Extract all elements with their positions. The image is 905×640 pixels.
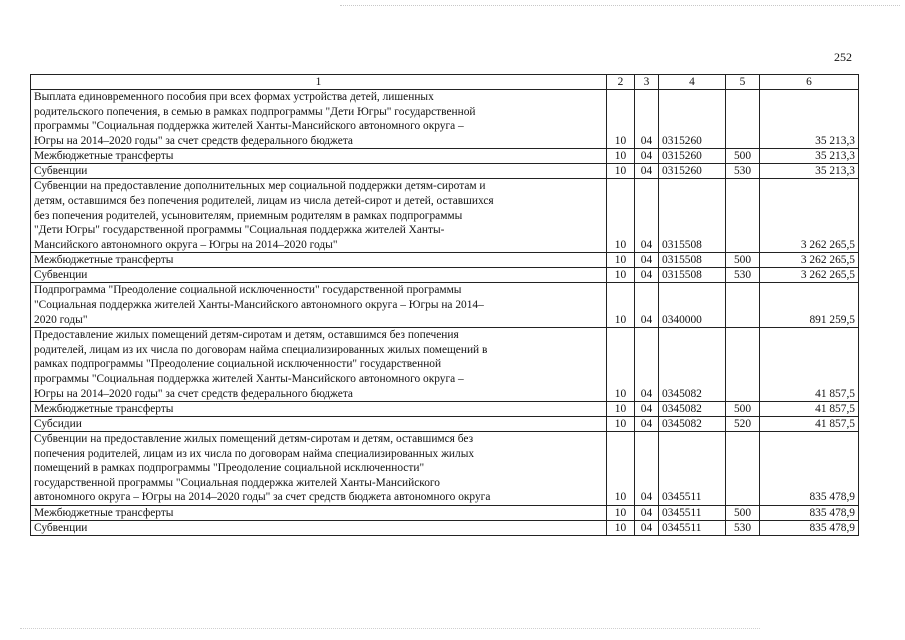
amount-cell: 41 857,5 [760,402,859,417]
section-cell: 10 [607,90,635,149]
target-article-cell: 0315508 [659,253,726,268]
item-name-line: Субвенции на предоставление жилых помещений детям-сиротам и детям, оставшимся без [34,433,474,446]
section-cell: 10 [607,521,635,536]
target-article-cell: 0315508 [659,268,726,283]
item-name-line: Югры на 2014–2020 годы" за счет средств федерального бюджета [34,387,353,400]
target-article-cell: 0345511 [659,521,726,536]
item-name-line: Югры на 2014–2020 годы" за счет средств федерального бюджета [34,134,353,147]
target-article-cell: 0345082 [659,328,726,402]
header-cell-3: 3 [635,75,659,90]
scan-artifact-top [340,5,900,6]
target-article-cell: 0315508 [659,179,726,253]
item-name-line: Субвенции [34,522,88,535]
section-cell: 10 [607,283,635,328]
budget-table [30,74,859,536]
expense-type-cell: 500 [726,149,760,164]
item-name-line: детям, оставшимся без попечения родителей, лицам из числа детей-сирот и детей, оставшихся [34,194,494,207]
item-name-line: Подпрограмма "Преодоление социальной исключенности" государственной программы [34,284,462,297]
item-name-line: Межбюджетные трансферты [34,507,174,520]
header-cell-5: 5 [726,75,760,90]
item-name-line: программы "Социальная поддержка жителей Ханты-Мансийского автономного округа – [34,372,464,385]
subsection-cell: 04 [635,328,659,402]
expense-type-cell [726,90,760,149]
table-row [31,164,859,179]
item-name-cell [31,283,607,328]
section-cell: 10 [607,402,635,417]
item-name-cell [31,179,607,253]
item-name-line: программы "Социальная поддержка жителей Ханты-Мансийского автономного округа – [34,120,464,133]
subsection-cell: 04 [635,179,659,253]
target-article-cell: 0315260 [659,90,726,149]
item-name-cell [31,328,607,402]
subsection-cell: 04 [635,417,659,432]
item-name-line: Мансийского автономного округа – Югры на 2014–2020 годы" [34,238,338,251]
item-name-line: "Социальная поддержка жителей Ханты-Мансийского автономного округа – Югры на 2014– [34,298,484,311]
item-name-cell [31,149,607,164]
item-name-line: "Дети Югры" государственной программы "Социальная поддержка жителей Ханты- [34,224,445,237]
item-name-cell [31,402,607,417]
item-name-cell [31,164,607,179]
section-cell: 10 [607,149,635,164]
target-article-cell: 0340000 [659,283,726,328]
subsection-cell: 04 [635,432,659,506]
subsection-cell: 04 [635,90,659,149]
table-row [31,253,859,268]
section-cell: 10 [607,268,635,283]
amount-cell: 835 478,9 [760,506,859,521]
scan-artifact-bottom [20,628,760,629]
table-row [31,268,859,283]
header-cell-4: 4 [659,75,726,90]
table-body [31,75,859,536]
item-name-line: государственной программы "Социальная поддержка жителей Ханты-Мансийского [34,476,441,489]
expense-type-cell: 530 [726,164,760,179]
section-cell: 10 [607,328,635,402]
page-number: 252 [834,50,852,64]
item-name-line: Субвенции на предоставление дополнительных мер социальной поддержки детям-сиротам и [34,180,486,193]
subsection-cell: 04 [635,164,659,179]
expense-type-cell: 530 [726,268,760,283]
item-name-line: автономного округа – Югры на 2014–2020 годы" за счет средств бюджета автономного округа [34,491,491,504]
target-article-cell: 0315260 [659,164,726,179]
table-row [31,90,859,149]
item-name-line: попечения родителей, лицам из их числа по договорам найма специализированных жилых [34,447,475,460]
target-article-cell: 0345511 [659,506,726,521]
subsection-cell: 04 [635,521,659,536]
section-cell: 10 [607,506,635,521]
item-name-line: 2020 годы" [34,313,88,326]
item-name-line: рамках подпрограммы "Преодоление социальной исключенности" государственной [34,358,442,371]
expense-type-cell [726,283,760,328]
item-name-line: Субвенции [34,165,88,178]
table-row [31,521,859,536]
table-row [31,149,859,164]
table-row [31,417,859,432]
amount-cell: 41 857,5 [760,417,859,432]
item-name-cell [31,268,607,283]
expense-type-cell: 500 [726,506,760,521]
target-article-cell: 0345082 [659,417,726,432]
expense-type-cell [726,179,760,253]
item-name-line: Межбюджетные трансферты [34,254,174,267]
item-name-line: родителей, лицам из их числа по договорам найма специализированных жилых помещений в [34,343,488,356]
amount-cell: 3 262 265,5 [760,179,859,253]
amount-cell: 835 478,9 [760,432,859,506]
section-cell: 10 [607,164,635,179]
item-name-cell [31,253,607,268]
amount-cell: 835 478,9 [760,521,859,536]
header-cell-1: 1 [31,75,607,90]
item-name-line: Предоставление жилых помещений детям-сиротам и детям, оставшимся без попечения [34,329,459,342]
item-name-cell [31,432,607,506]
amount-cell: 891 259,5 [760,283,859,328]
expense-type-cell [726,432,760,506]
table-row [31,328,859,402]
subsection-cell: 04 [635,283,659,328]
table-header-row [31,75,859,90]
expense-type-cell: 500 [726,253,760,268]
section-cell: 10 [607,179,635,253]
item-name-line: помещений в рамках подпрограммы "Преодоление социальной исключенности" [34,462,425,475]
subsection-cell: 04 [635,402,659,417]
item-name-line: Субвенции [34,269,88,282]
table-row [31,506,859,521]
subsection-cell: 04 [635,268,659,283]
item-name-line: родительского попечения, в семью в рамках подпрограммы "Дети Югры" государственной [34,105,476,118]
amount-cell: 41 857,5 [760,328,859,402]
amount-cell: 35 213,3 [760,149,859,164]
amount-cell: 3 262 265,5 [760,268,859,283]
item-name-cell [31,521,607,536]
expense-type-cell [726,328,760,402]
expense-type-cell: 530 [726,521,760,536]
table-row [31,179,859,253]
section-cell: 10 [607,432,635,506]
subsection-cell: 04 [635,506,659,521]
target-article-cell: 0345082 [659,402,726,417]
section-cell: 10 [607,417,635,432]
header-cell-2: 2 [607,75,635,90]
amount-cell: 3 262 265,5 [760,253,859,268]
header-cell-6: 6 [760,75,859,90]
target-article-cell: 0345511 [659,432,726,506]
subsection-cell: 04 [635,253,659,268]
item-name-line: Субсидии [34,418,82,431]
item-name-line: Выплата единовременного пособия при всех формах устройства детей, лишенных [34,91,434,103]
target-article-cell: 0315260 [659,149,726,164]
item-name-cell [31,90,607,149]
item-name-line: без попечения родителей, усыновителям, приемным родителям в рамках подпрограммы [34,209,463,222]
subsection-cell: 04 [635,149,659,164]
expense-type-cell: 520 [726,417,760,432]
item-name-cell [31,506,607,521]
table-row [31,402,859,417]
section-cell: 10 [607,253,635,268]
table-row [31,432,859,506]
item-name-line: Межбюджетные трансферты [34,403,174,416]
amount-cell: 35 213,3 [760,164,859,179]
item-name-cell [31,417,607,432]
expense-type-cell: 500 [726,402,760,417]
amount-cell: 35 213,3 [760,90,859,149]
item-name-line: Межбюджетные трансферты [34,150,174,163]
table-row [31,283,859,328]
